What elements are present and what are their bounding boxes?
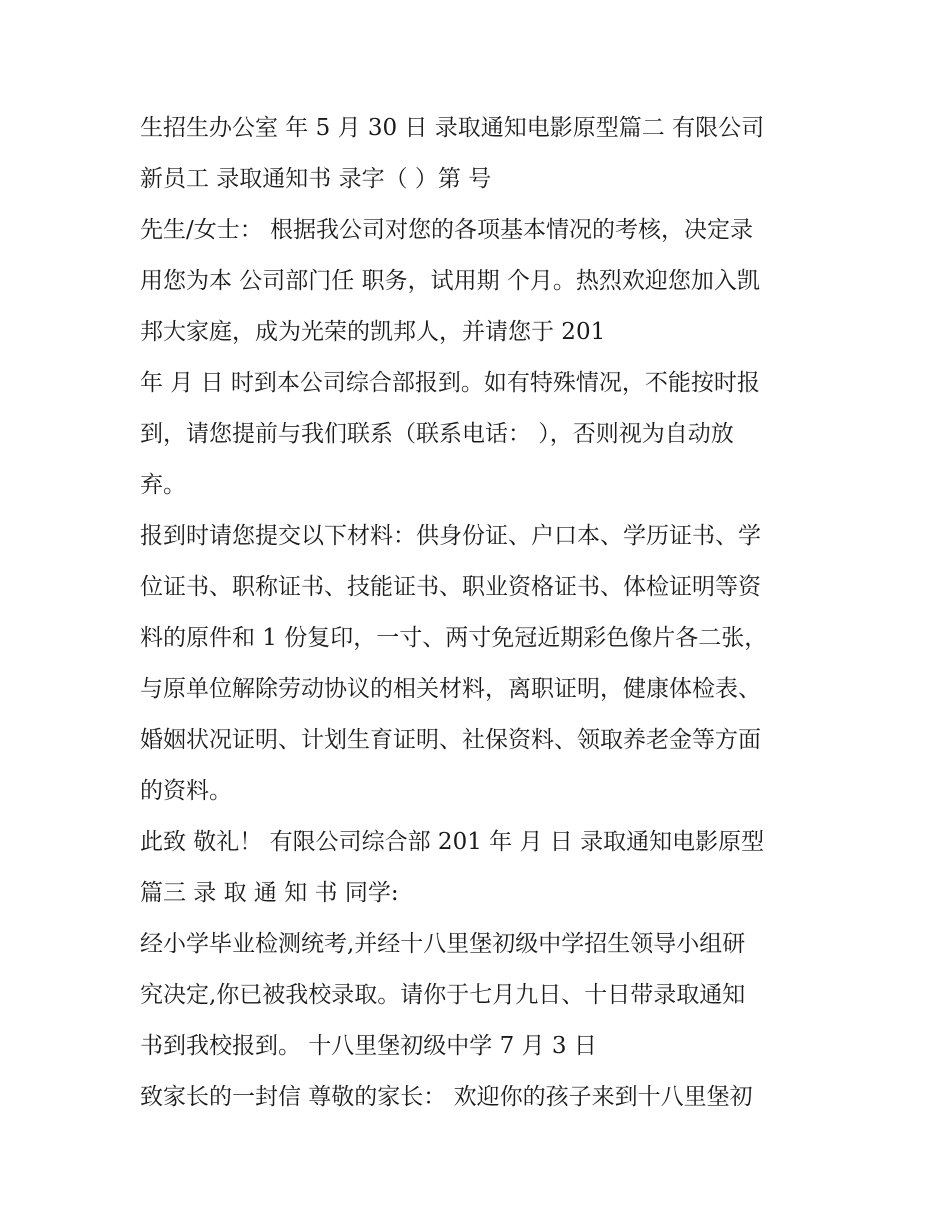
text-line: 致家长的一封信 尊敬的家长： 欢迎你的孩子来到十八里堡初	[140, 1084, 753, 1110]
text-line: 经小学毕业检测统考,并经十八里堡初级中学招生领导小组研	[140, 931, 746, 957]
text-line: 料的原件和 1 份复印，一寸、两寸免冠近期彩色像片各二张，	[140, 625, 768, 651]
text-line: 到，请您提前与我们联系（联系电话： ），否则视为自动放	[140, 421, 734, 447]
text-line: 年 月 日 时到本公司综合部报到。如有特殊情况，不能按时报	[140, 370, 760, 396]
text-line: 新员工 录取通知书 录字（ ）第 号	[140, 166, 492, 192]
text-line: 的资料。	[140, 778, 232, 804]
text-line: 弃。	[140, 472, 186, 498]
document-body	[140, 103, 820, 1123]
text-line: 位证书、职称证书、技能证书、职业资格证书、体检证明等资	[140, 574, 761, 600]
text-line: 究决定,你已被我校录取。请你于七月九日、十日带录取通知	[140, 982, 746, 1008]
text-line: 篇三 录 取 通 知 书 同学:	[140, 880, 399, 906]
text-line: 生招生办公室 年 5 月 30 日 录取通知电影原型篇二 有限公司	[140, 115, 765, 141]
text-line: 婚姻状况证明、计划生育证明、社保资料、领取养老金等方面	[140, 727, 761, 753]
text-line: 用您为本 公司部门任 职务，试用期 个月。热烈欢迎您加入凯	[140, 268, 760, 294]
text-line: 邦大家庭，成为光荣的凯邦人，并请您于 201	[140, 319, 606, 345]
text-line: 与原单位解除劳动协议的相关材料，离职证明，健康体检表、	[140, 676, 761, 702]
text-line: 先生/女士： 根据我公司对您的各项基本情况的考核，决定录	[140, 217, 754, 243]
text-line: 此致 敬礼！ 有限公司综合部 201 年 月 日 录取通知电影原型	[140, 829, 765, 855]
text-line: 报到时请您提交以下材料：供身份证、户口本、学历证书、学	[140, 523, 761, 549]
text-line: 书到我校报到。 十八里堡初级中学 7 月 3 日	[140, 1033, 597, 1059]
